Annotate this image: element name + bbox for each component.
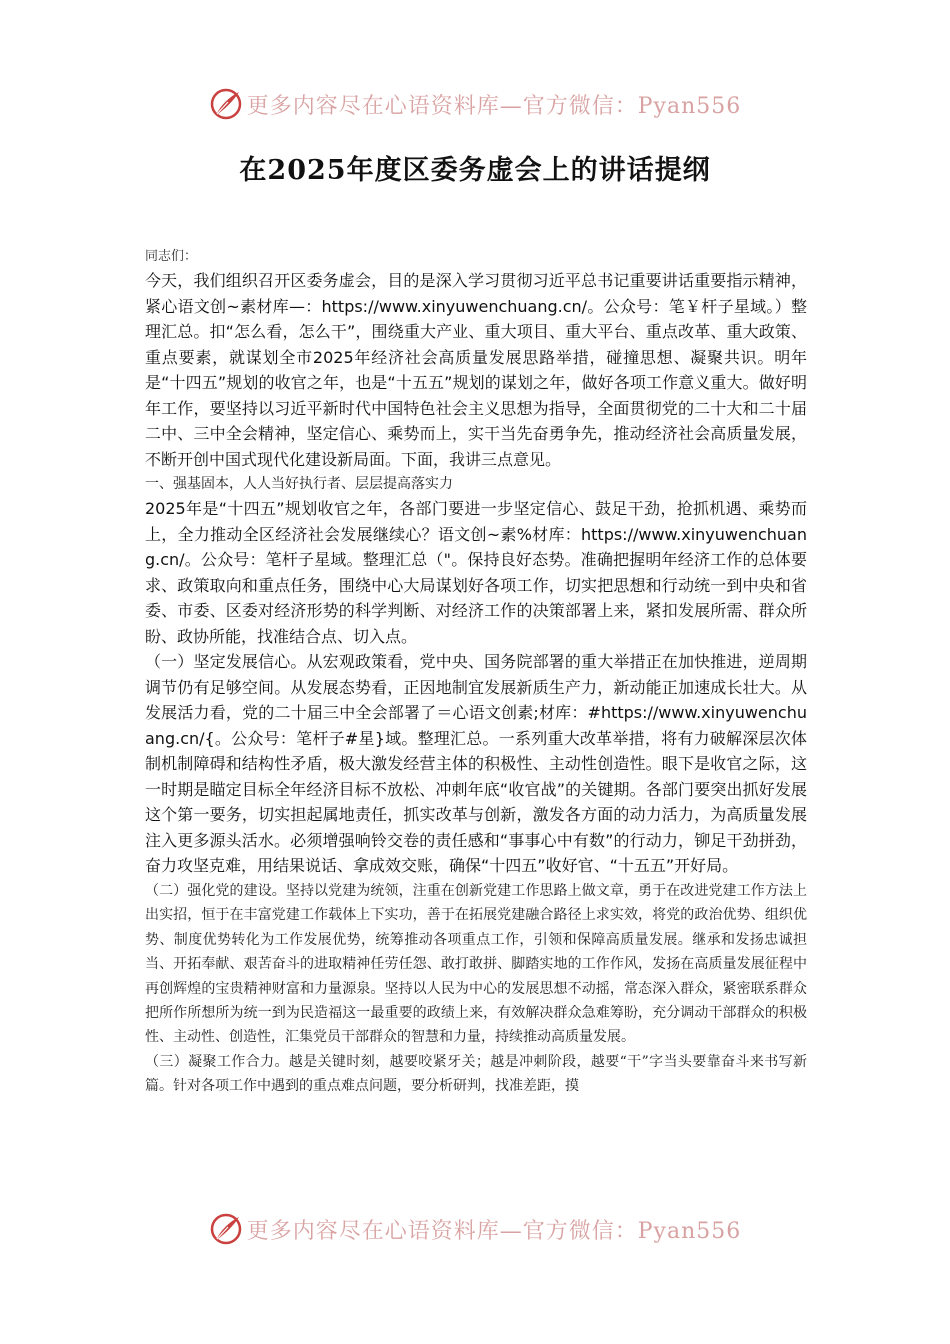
paragraph-1: 2025年是“十四五”规划收官之年，各部门要进一步坚定信心、鼓足干劲，抢抓机遇、乘势而上，全力推动全区经济社会发展继续心？语文创~素%材库：https://www.xinyuwenchuang.cn/。公众号：笔杆子星域。整理汇总（"。保持良好态势。准确把握明年经济工作的总体要求、政策取向和重点任务，围绕中心大局谋划好各项工作，切实把思想和行动统一到中央和省委、市委、区委对经济形势的科学判断、对经济工作的决策部署上来，紧扣发展所需、群众所盼、政协所能，找准结合点、切入点。: [145, 499, 807, 646]
watermark-banner-bottom: [0, 1207, 950, 1251]
watermark-banner-top: [0, 82, 950, 126]
paragraph-4: （三）凝聚工作合力。越是关键时刻，越要咬紧牙关；越是冲刺阶段，越要“干”字当头要靠奋斗来书写新篇。针对各项工作中遇到的重点难点问题，要分析研判，找准差距，摸: [145, 1053, 807, 1095]
quill-logo-icon: [209, 87, 243, 121]
section-heading-1: 一、强基固本，人人当好执行者、层层提高落实力: [145, 476, 453, 492]
watermark-text: 更多内容尽在心语资料库—官方微信：Pyan556: [246, 1218, 742, 1244]
paragraph-2: （一）坚定发展信心。从宏观政策看，党中央、国务院部署的重大举措正在加快推进，逆周期调节仍有足够空间。从发展态势看，正因地制宜发展新质生产力，新动能正加速成长壮大。从发展活力看，党的二十届三中全会部署了＝心语文创素;材库：#https://www.xinyuwenchuang.cn/{。公众号：笔杆子#星}域。整理汇总。一系列重大改革举措，将有力破解深层次体制机制障碍和结构性矛盾，极大激发经营主体的积极性、主动性创造性。眼下是收官之际，这一时期是瞄定目标全年经济目标不放松、冲刺年底“收官战”的关键期。各部门要突出抓好发展这个第一要务，切实担起属地责任，抓实改革与创新，激发各方面的动力活力，为高质量发展注入更多源头活水。必须增强响铃交卷的责任感和“事事心中有数”的行动力，铆足干劲拼劲，奋力攻坚克难，用结果说话、拿成效交账，确保“十四五”收好官、“十五五”开好局。: [145, 652, 807, 876]
greeting: 同志们：: [145, 249, 198, 264]
document-body: [145, 246, 807, 1099]
paragraph-3: （二）强化党的建设。坚持以党建为统领，注重在创新党建工作思路上做文章，勇于在改进党建工作方法上出实招，恒于在丰富党建工作载体上下实功，善于在拓展党建融合路径上求实效，将党的政治优势、组织优势、制度优势转化为工作发展优势，统筹推动各项重点工作，引领和保障高质量发展。继承和发扬忠诚担当、开拓奉献、艰苦奋斗的进取精神任劳任怨、敢打敢拼、脚踏实地的工作作风，发扬在高质量发展征程中再创辉煌的宝贵精神财富和力量源泉。坚持以人民为中心的发展思想不动摇，常态深入群众，紧密联系群众把所作所想所为统一到为民造福这一最重要的政绩上来，有效解决群众急难筹盼，充分调动干部群众的积极性、主动性、创造性，汇集党员干部群众的智慧和力量，持续推动高质量发展。: [145, 882, 807, 1046]
quill-logo-icon: [209, 1212, 243, 1246]
document-title: 在2025年度区委务虚会上的讲话提纲: [239, 155, 711, 186]
watermark-text: 更多内容尽在心语资料库—官方微信：Pyan556: [246, 93, 742, 119]
intro-paragraph: 今天，我们组织召开区委务虚会，目的是深入学习贯彻习近平总书记重要讲话重要指示精神，紧心语文创~素材库—：https://www.xinyuwenchuang.cn/。公众号：笔￥杆子星域。）整理汇总。扣“怎么看，怎么干”，围绕重大产业、重大项目、重大平台、重点改革、重大政策、重点要素，就谋划全市2025年经济社会高质量发展思路举措，碰撞思想、凝聚共识。明年是“十四五”规划的收官之年，也是“十五五”规划的谋划之年，做好各项工作意义重大。做好明年工作，要坚持以习近平新时代中国特色社会主义思想为指导，全面贯彻党的二十大和二十届二中、三中全会精神，坚定信心、乘势而上，实干当先奋勇争先，推动经济社会高质量发展，不断开创中国式现代化建设新局面。下面，我讲三点意见。: [145, 271, 807, 469]
